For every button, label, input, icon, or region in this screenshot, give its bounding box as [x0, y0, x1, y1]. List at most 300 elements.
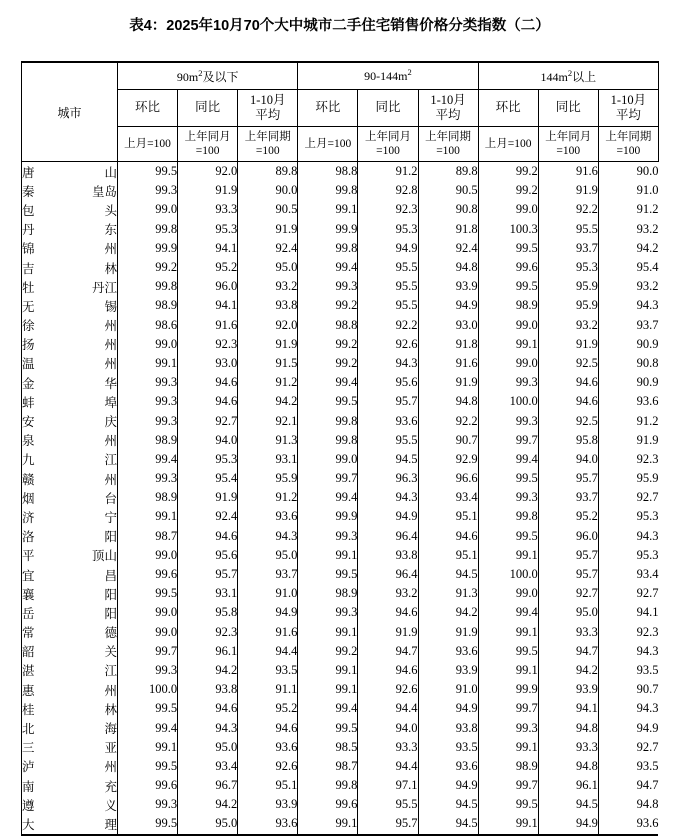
index-value-cell: 95.5 [358, 277, 418, 296]
index-value-cell: 99.1 [478, 738, 538, 757]
table-row [22, 623, 659, 642]
index-value-cell: 91.9 [598, 431, 658, 450]
header-base-0-1-l2: =100 [195, 145, 220, 157]
index-value-cell: 93.6 [358, 411, 418, 430]
city-name-part-a: 赣 [22, 472, 35, 487]
header-group-2 [478, 62, 658, 90]
index-value-cell: 99.3 [478, 373, 538, 392]
index-value-cell: 99.6 [118, 776, 178, 795]
index-value-cell: 99.4 [298, 258, 358, 277]
index-value-cell: 99.3 [298, 277, 358, 296]
city-name-part-b: 华 [104, 376, 117, 391]
index-value-cell: 91.6 [418, 354, 478, 373]
index-value-cell: 93.6 [418, 642, 478, 661]
index-value-cell: 92.1 [238, 411, 298, 430]
table-row [22, 546, 659, 565]
city-name-cell [22, 450, 118, 469]
index-value-cell: 99.8 [298, 431, 358, 450]
index-value-cell: 91.2 [238, 488, 298, 507]
index-value-cell: 93.0 [418, 316, 478, 335]
index-value-cell: 95.9 [238, 469, 298, 488]
index-value-cell: 93.9 [538, 680, 598, 699]
index-value-cell: 94.1 [538, 699, 598, 718]
index-value-cell: 93.6 [418, 757, 478, 776]
city-name-cell [22, 603, 118, 622]
index-value-cell: 99.3 [118, 469, 178, 488]
index-value-cell: 99.8 [478, 507, 538, 526]
city-name-cell [22, 795, 118, 814]
city-name-cell [22, 584, 118, 603]
index-value-cell: 94.2 [238, 392, 298, 411]
index-value-cell: 99.0 [118, 546, 178, 565]
city-name-cell [22, 661, 118, 680]
city-name-cell [22, 680, 118, 699]
city-name-cell [22, 373, 118, 392]
index-value-cell: 93.9 [418, 277, 478, 296]
header-base-2-1-l2: =100 [556, 145, 581, 157]
index-value-cell: 92.2 [358, 316, 418, 335]
index-value-cell: 99.1 [478, 623, 538, 642]
index-value-cell: 95.8 [538, 431, 598, 450]
city-name-part-a: 北 [22, 722, 35, 737]
index-value-cell: 94.1 [178, 239, 238, 258]
index-value-cell: 93.2 [358, 584, 418, 603]
index-value-cell: 91.5 [238, 354, 298, 373]
city-name-part-b: 昌 [104, 568, 117, 583]
index-value-cell: 99.1 [298, 200, 358, 219]
city-name-cell [22, 623, 118, 642]
index-value-cell: 99.2 [478, 162, 538, 182]
index-value-cell: 99.3 [118, 795, 178, 814]
city-name-cell [22, 181, 118, 200]
header-measure-0-1-l1: 同比 [195, 100, 221, 115]
city-name-part-b: 阳 [104, 587, 117, 602]
index-value-cell: 94.9 [418, 699, 478, 718]
city-name-part-a: 南 [22, 779, 35, 794]
index-value-cell: 94.5 [358, 450, 418, 469]
table-body [22, 162, 659, 835]
index-value-cell: 99.1 [298, 814, 358, 834]
city-name-part-b: 义 [104, 798, 117, 813]
header-measure-1-0 [298, 90, 358, 127]
city-name-part-a: 温 [22, 357, 35, 372]
table-row [22, 757, 659, 776]
header-base-0-2-l1: 上年同期 [244, 130, 291, 143]
index-value-cell: 94.3 [358, 488, 418, 507]
city-name-part-b: 头 [104, 203, 117, 218]
city-name-part-b: 林 [104, 702, 117, 717]
index-value-cell: 94.7 [358, 642, 418, 661]
index-value-cell: 94.5 [418, 795, 478, 814]
index-value-cell: 91.9 [418, 623, 478, 642]
index-value-cell: 93.1 [178, 584, 238, 603]
index-value-cell: 99.7 [478, 699, 538, 718]
index-value-cell: 90.7 [598, 680, 658, 699]
index-value-cell: 89.8 [238, 162, 298, 182]
city-name-part-a: 扬 [22, 338, 35, 353]
index-value-cell: 95.7 [178, 565, 238, 584]
city-name-part-a: 大 [22, 817, 35, 832]
index-value-cell: 94.6 [178, 699, 238, 718]
city-name-part-a: 唐 [22, 165, 35, 180]
city-name-part-a: 九 [22, 453, 35, 468]
index-value-cell: 93.2 [538, 316, 598, 335]
index-value-cell: 94.4 [238, 642, 298, 661]
city-name-part-a: 丹 [22, 223, 35, 238]
city-name-cell [22, 507, 118, 526]
index-value-cell: 99.1 [478, 661, 538, 680]
table-row [22, 431, 659, 450]
index-value-cell: 95.2 [538, 507, 598, 526]
index-value-cell: 91.0 [238, 584, 298, 603]
index-value-cell: 95.1 [418, 546, 478, 565]
index-value-cell: 94.9 [538, 814, 598, 834]
index-value-cell: 95.3 [598, 546, 658, 565]
index-value-cell: 93.6 [238, 738, 298, 757]
index-value-cell: 91.1 [238, 680, 298, 699]
city-name-part-a: 洛 [22, 530, 35, 545]
index-value-cell: 95.3 [178, 450, 238, 469]
index-value-cell: 94.5 [538, 795, 598, 814]
index-value-cell: 94.7 [538, 642, 598, 661]
index-value-cell: 92.5 [538, 354, 598, 373]
city-name-cell [22, 162, 118, 182]
city-name-part-b: 林 [104, 261, 117, 276]
city-name-part-b: 州 [104, 242, 117, 257]
index-value-cell: 94.8 [598, 795, 658, 814]
index-value-cell: 92.6 [238, 757, 298, 776]
index-value-cell: 92.7 [598, 738, 658, 757]
header-group-row [22, 62, 659, 90]
index-value-cell: 98.8 [298, 162, 358, 182]
index-value-cell: 99.1 [118, 354, 178, 373]
table-row [22, 392, 659, 411]
index-value-cell: 95.2 [178, 258, 238, 277]
index-value-cell: 94.3 [178, 718, 238, 737]
city-name-cell [22, 469, 118, 488]
index-value-cell: 91.2 [598, 411, 658, 430]
index-value-cell: 99.5 [298, 392, 358, 411]
index-value-cell: 93.7 [238, 565, 298, 584]
index-value-cell: 96.3 [358, 469, 418, 488]
index-value-cell: 89.8 [418, 162, 478, 182]
table-row [22, 258, 659, 277]
index-value-cell: 94.2 [178, 795, 238, 814]
index-value-cell: 91.9 [538, 181, 598, 200]
index-value-cell: 94.0 [538, 450, 598, 469]
index-value-cell: 99.3 [478, 411, 538, 430]
index-value-cell: 99.5 [478, 642, 538, 661]
city-name-cell [22, 239, 118, 258]
header-measure-0-2 [238, 90, 298, 127]
header-measure-1-2-l1: 1-10月 [430, 92, 466, 107]
city-name-part-b: 关 [104, 645, 117, 660]
city-name-part-a: 牡 [22, 280, 35, 295]
city-name-part-b: 德 [104, 626, 117, 641]
city-name-part-b: 锡 [104, 299, 117, 314]
city-name-part-a: 济 [22, 510, 35, 525]
city-name-part-a: 锦 [22, 242, 35, 257]
index-value-cell: 95.6 [178, 546, 238, 565]
index-value-cell: 95.9 [538, 277, 598, 296]
city-name-cell [22, 776, 118, 795]
index-value-cell: 99.3 [298, 527, 358, 546]
index-value-cell: 94.6 [538, 373, 598, 392]
index-value-cell: 90.8 [598, 354, 658, 373]
index-value-cell: 99.0 [118, 335, 178, 354]
index-value-cell: 95.6 [358, 373, 418, 392]
index-value-cell: 99.1 [298, 661, 358, 680]
index-value-cell: 90.5 [418, 181, 478, 200]
index-value-cell: 92.3 [358, 200, 418, 219]
index-value-cell: 95.0 [178, 738, 238, 757]
index-value-cell: 99.8 [118, 220, 178, 239]
index-value-cell: 99.5 [478, 795, 538, 814]
index-value-cell: 90.5 [238, 200, 298, 219]
city-name-part-a: 无 [22, 299, 35, 314]
index-value-cell: 91.2 [238, 373, 298, 392]
header-measure-2-2-l2: 平均 [615, 108, 641, 122]
index-value-cell: 92.9 [418, 450, 478, 469]
index-value-cell: 91.8 [418, 335, 478, 354]
index-value-cell: 94.0 [178, 431, 238, 450]
header-base-2-1 [538, 127, 598, 162]
city-name-part-a: 泸 [22, 760, 35, 775]
table-row [22, 738, 659, 757]
header-base-0-1-l1: 上年同月 [184, 130, 231, 143]
city-name-cell [22, 488, 118, 507]
city-name-part-b: 皇岛 [91, 184, 117, 199]
city-name-part-b: 顶山 [91, 549, 117, 564]
index-value-cell: 92.0 [238, 316, 298, 335]
index-value-cell: 99.0 [478, 584, 538, 603]
city-name-cell [22, 354, 118, 373]
header-base-1-0-l1: 上月=100 [304, 137, 352, 150]
table-row [22, 507, 659, 526]
index-value-cell: 92.4 [238, 239, 298, 258]
city-name-cell [22, 200, 118, 219]
index-value-cell: 97.1 [358, 776, 418, 795]
table-row [22, 603, 659, 622]
index-value-cell: 95.2 [238, 699, 298, 718]
header-base-0-0 [118, 127, 178, 162]
index-value-cell: 95.0 [238, 546, 298, 565]
index-value-cell: 99.0 [478, 354, 538, 373]
table-row [22, 411, 659, 430]
header-measure-1-2-l2: 平均 [435, 108, 461, 122]
index-value-cell: 95.7 [538, 469, 598, 488]
index-value-cell: 94.2 [598, 239, 658, 258]
index-value-cell: 94.2 [178, 661, 238, 680]
index-value-cell: 93.2 [598, 220, 658, 239]
index-value-cell: 99.6 [298, 795, 358, 814]
index-value-cell: 91.3 [418, 584, 478, 603]
index-value-cell: 98.6 [118, 316, 178, 335]
index-value-cell: 95.5 [358, 296, 418, 315]
header-base-2-2-l2: =100 [616, 145, 641, 157]
index-value-cell: 96.0 [178, 277, 238, 296]
index-value-cell: 96.4 [358, 565, 418, 584]
index-value-cell: 93.1 [238, 450, 298, 469]
index-value-cell: 99.1 [298, 623, 358, 642]
index-value-cell: 93.8 [238, 296, 298, 315]
header-group-0-suffix: 及以下 [202, 69, 239, 84]
index-value-cell: 99.5 [478, 239, 538, 258]
table-container [0, 61, 679, 836]
city-name-cell [22, 392, 118, 411]
index-value-cell: 94.9 [358, 239, 418, 258]
city-name-part-b: 州 [104, 434, 117, 449]
index-value-cell: 90.9 [598, 335, 658, 354]
table-head [22, 62, 659, 162]
city-name-part-a: 湛 [22, 664, 35, 679]
city-name-part-b: 州 [104, 357, 117, 372]
header-group-1 [298, 62, 478, 90]
index-value-cell: 92.6 [358, 335, 418, 354]
index-value-cell: 98.5 [298, 738, 358, 757]
index-value-cell: 94.6 [538, 392, 598, 411]
city-name-part-a: 岳 [22, 606, 35, 621]
header-measure-1-2 [418, 90, 478, 127]
table-row [22, 527, 659, 546]
index-value-cell: 99.1 [118, 507, 178, 526]
index-value-cell: 99.4 [118, 450, 178, 469]
index-value-cell: 93.5 [598, 661, 658, 680]
index-value-cell: 99.1 [478, 814, 538, 834]
index-value-cell: 99.5 [118, 162, 178, 182]
city-name-cell [22, 316, 118, 335]
index-value-cell: 98.9 [118, 431, 178, 450]
index-value-cell: 95.3 [178, 220, 238, 239]
index-value-cell: 94.6 [178, 527, 238, 546]
header-base-1-2-l2: =100 [436, 145, 460, 157]
index-value-cell: 93.4 [178, 757, 238, 776]
index-value-cell: 99.5 [298, 718, 358, 737]
index-value-cell: 98.9 [478, 296, 538, 315]
index-value-cell: 99.3 [118, 181, 178, 200]
header-base-2-0 [478, 127, 538, 162]
index-value-cell: 95.5 [358, 258, 418, 277]
index-value-cell: 94.0 [358, 718, 418, 737]
index-value-cell: 94.2 [538, 661, 598, 680]
index-value-cell: 95.7 [538, 546, 598, 565]
table-row [22, 296, 659, 315]
table-row [22, 450, 659, 469]
index-value-cell: 92.6 [358, 680, 418, 699]
index-value-cell: 90.7 [418, 431, 478, 450]
index-value-cell: 99.1 [298, 546, 358, 565]
index-value-cell: 95.0 [178, 814, 238, 834]
header-group-1-sup: 2 [407, 66, 412, 77]
table-row [22, 373, 659, 392]
city-name-part-b: 州 [104, 683, 117, 698]
index-value-cell: 94.4 [358, 757, 418, 776]
index-value-cell: 99.2 [118, 258, 178, 277]
header-base-2-2-l1: 上年同期 [605, 130, 652, 143]
index-value-cell: 100.0 [478, 392, 538, 411]
index-value-cell: 94.3 [598, 296, 658, 315]
city-name-part-a: 惠 [22, 683, 35, 698]
city-name-part-a: 泉 [22, 434, 35, 449]
index-value-cell: 92.7 [178, 411, 238, 430]
index-value-cell: 91.6 [538, 162, 598, 182]
table-row [22, 239, 659, 258]
city-name-part-b: 理 [104, 817, 117, 832]
city-name-part-a: 安 [22, 415, 35, 430]
index-value-cell: 99.7 [478, 776, 538, 795]
index-value-cell: 94.5 [418, 565, 478, 584]
city-name-part-a: 蚌 [22, 395, 35, 410]
city-name-cell [22, 757, 118, 776]
index-value-cell: 92.7 [538, 584, 598, 603]
index-value-cell: 99.1 [478, 335, 538, 354]
index-value-cell: 92.3 [178, 335, 238, 354]
index-value-cell: 95.3 [538, 258, 598, 277]
city-name-part-b: 埠 [104, 395, 117, 410]
city-name-part-a: 平 [22, 549, 35, 564]
city-name-part-a: 秦 [22, 184, 35, 199]
index-value-cell: 98.7 [118, 527, 178, 546]
header-city: 城市 [22, 62, 118, 162]
index-value-cell: 93.3 [358, 738, 418, 757]
index-value-cell: 91.9 [418, 373, 478, 392]
index-value-cell: 94.8 [538, 718, 598, 737]
city-name-part-a: 烟 [22, 491, 35, 506]
index-value-cell: 99.4 [478, 450, 538, 469]
index-value-cell: 93.6 [598, 814, 658, 834]
table-row [22, 642, 659, 661]
city-name-part-a: 宜 [22, 568, 35, 583]
index-value-cell: 99.3 [478, 488, 538, 507]
index-value-cell: 91.2 [598, 200, 658, 219]
index-value-cell: 99.0 [118, 623, 178, 642]
index-value-cell: 94.6 [178, 392, 238, 411]
table-row [22, 565, 659, 584]
header-measure-2-1-l1: 同比 [555, 100, 581, 115]
header-group-0-sup: 2 [198, 67, 203, 78]
city-name-part-a: 遵 [22, 798, 35, 813]
index-value-cell: 92.4 [418, 239, 478, 258]
index-value-cell: 90.9 [598, 373, 658, 392]
index-value-cell: 99.2 [298, 335, 358, 354]
header-group-1-prefix: 90-144m [364, 68, 408, 83]
header-group-2-prefix: 144m [540, 69, 568, 84]
index-value-cell: 100.0 [478, 565, 538, 584]
index-value-cell: 93.0 [178, 354, 238, 373]
index-value-cell: 92.5 [538, 411, 598, 430]
index-value-cell: 92.2 [418, 411, 478, 430]
city-name-cell [22, 718, 118, 737]
header-measure-1-1-l1: 同比 [375, 100, 401, 115]
index-value-cell: 95.8 [178, 603, 238, 622]
city-name-part-b: 台 [104, 491, 117, 506]
city-name-part-a: 徐 [22, 319, 35, 334]
city-name-cell [22, 296, 118, 315]
index-value-cell: 94.7 [598, 776, 658, 795]
index-value-cell: 94.5 [418, 814, 478, 834]
price-index-table [21, 61, 659, 836]
index-value-cell: 95.1 [418, 507, 478, 526]
index-value-cell: 99.0 [118, 200, 178, 219]
city-name-part-b: 宁 [104, 510, 117, 525]
index-value-cell: 94.3 [358, 354, 418, 373]
city-name-part-b: 庆 [104, 415, 117, 430]
index-value-cell: 95.7 [358, 814, 418, 834]
index-value-cell: 99.4 [298, 699, 358, 718]
index-value-cell: 99.3 [298, 603, 358, 622]
index-value-cell: 98.8 [298, 316, 358, 335]
city-name-cell [22, 546, 118, 565]
